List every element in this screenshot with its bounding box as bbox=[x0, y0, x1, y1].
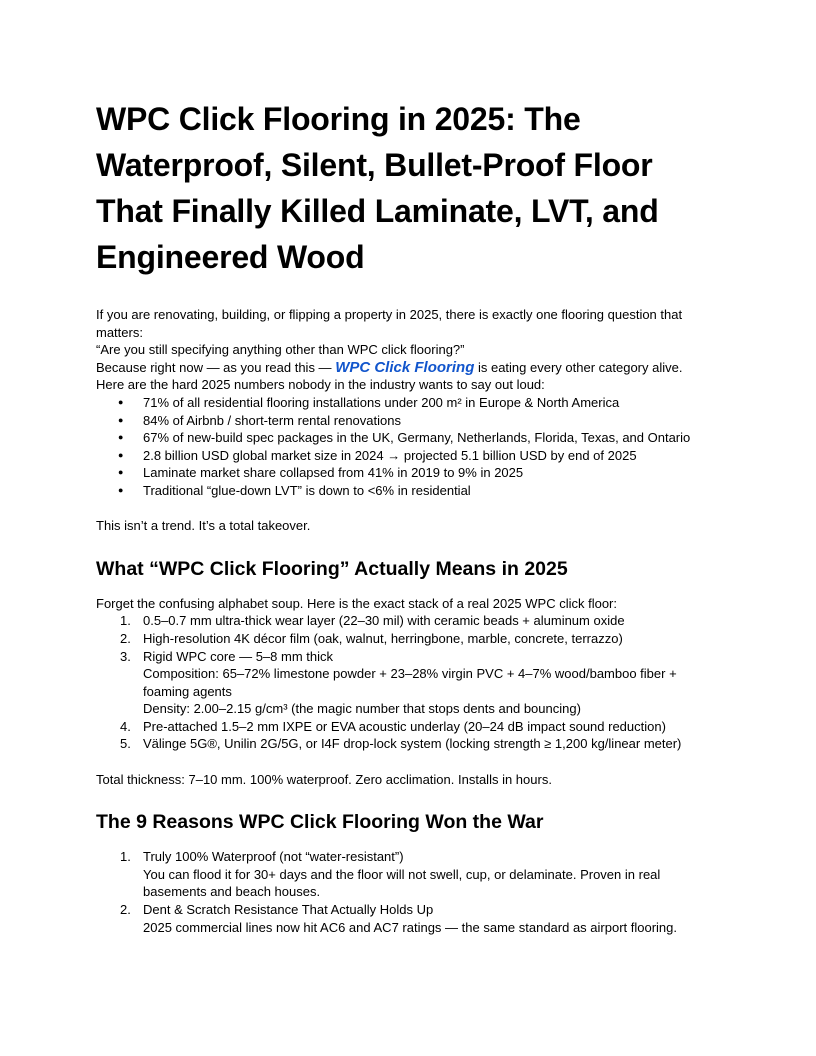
intro-link-line bbox=[96, 359, 720, 377]
list-item-title: Dent & Scratch Resistance That Actually Holds Up bbox=[143, 902, 434, 918]
intro-paragraph: If you are renovating, building, or flipping a property in 2025, there is exactly one flooring question that matters: bbox=[96, 307, 683, 340]
section-lead: Forget the confusing alphabet soup. Here is the exact stack of a real 2025 WPC click floor: bbox=[96, 595, 617, 611]
reasons-list bbox=[96, 848, 720, 936]
list-item: 0.5–0.7 mm ultra-thick wear layer (22–30 mil) with ceramic beads + aluminum oxide bbox=[143, 613, 625, 629]
list-item: Välinge 5G®, Unilin 2G/5G, or I4F drop-lock system (locking strength ≥ 1,200 kg/linear meter) bbox=[143, 736, 682, 752]
section-heading-meaning: What “WPC Click Flooring” Actually Means in 2025 bbox=[96, 557, 568, 580]
list-item bbox=[143, 901, 720, 936]
list-item: ● Laminate market share collapsed from 41% in 2019 to 9% in 2025 bbox=[143, 464, 720, 482]
list-item: ● 71% of all residential flooring installations under 200 m² in Europe & North America bbox=[143, 394, 720, 412]
section-heading-reasons: The 9 Reasons WPC Click Flooring Won the War bbox=[96, 811, 544, 834]
wpc-click-flooring-link[interactable]: WPC Click Flooring bbox=[335, 358, 475, 376]
total-thickness: Total thickness: 7–10 mm. 100% waterproof. Zero acclimation. Installs in hours. bbox=[96, 771, 552, 787]
list-item: ● Traditional “glue-down LVT” is down to <6% in residential bbox=[143, 482, 720, 500]
list-item: ● 67% of new-build spec packages in the UK, Germany, Netherlands, Florida, Texas, and Ontario bbox=[143, 429, 720, 447]
floor-stack-list bbox=[96, 612, 720, 753]
list-item-detail: Composition: 65–72% limestone powder + 23–28% virgin PVC + 4–7% wood/bamboo fiber + foaming agents bbox=[143, 666, 677, 699]
list-item-title: Rigid WPC core — 5–8 mm thick bbox=[143, 648, 333, 664]
list-item: High-resolution 4K décor film (oak, walnut, herringbone, marble, concrete, terrazzo) bbox=[143, 630, 623, 646]
list-item: ● 84% of Airbnb / short-term rental renovations bbox=[143, 412, 720, 430]
list-item-detail: You can flood it for 30+ days and the floor will not swell, cup, or delaminate. Proven in real basements and beach houses. bbox=[143, 866, 661, 900]
intro-text-before: Because right now — as you read this — bbox=[96, 359, 336, 375]
intro bbox=[96, 306, 720, 394]
intro-text-after: is eating every other category alive. bbox=[474, 359, 683, 375]
list-item: Pre-attached 1.5–2 mm IXPE or EVA acoustic underlay (20–24 dB impact sound reduction) bbox=[143, 718, 666, 734]
list-item-title: Truly 100% Waterproof (not “water-resistant”) bbox=[143, 849, 404, 865]
list-item bbox=[143, 848, 720, 901]
intro-question: “Are you still specifying anything other than WPC click flooring?” bbox=[96, 342, 465, 358]
intro-numbers-lead: Here are the hard 2025 numbers nobody in the industry wants to say out loud: bbox=[96, 377, 545, 393]
takeover-statement: This isn’t a trend. It’s a total takeover. bbox=[96, 518, 311, 534]
list-item-detail: 2025 commercial lines now hit AC6 and AC7 ratings — the same standard as airport flooring. bbox=[143, 919, 677, 935]
stats-list bbox=[96, 394, 720, 500]
list-item: ● 2.8 billion USD global market size in 2024 → projected 5.1 billion USD by end of 2025 bbox=[143, 447, 720, 465]
page-title: WPC Click Flooring in 2025: The Waterproof, Silent, Bullet-Proof Floor That Finally Killed Laminate, LVT, and Engineered Wood bbox=[96, 101, 659, 275]
list-item-detail: Density: 2.00–2.15 g/cm³ (the magic number that stops dents and bouncing) bbox=[143, 701, 581, 717]
list-item bbox=[143, 648, 720, 718]
